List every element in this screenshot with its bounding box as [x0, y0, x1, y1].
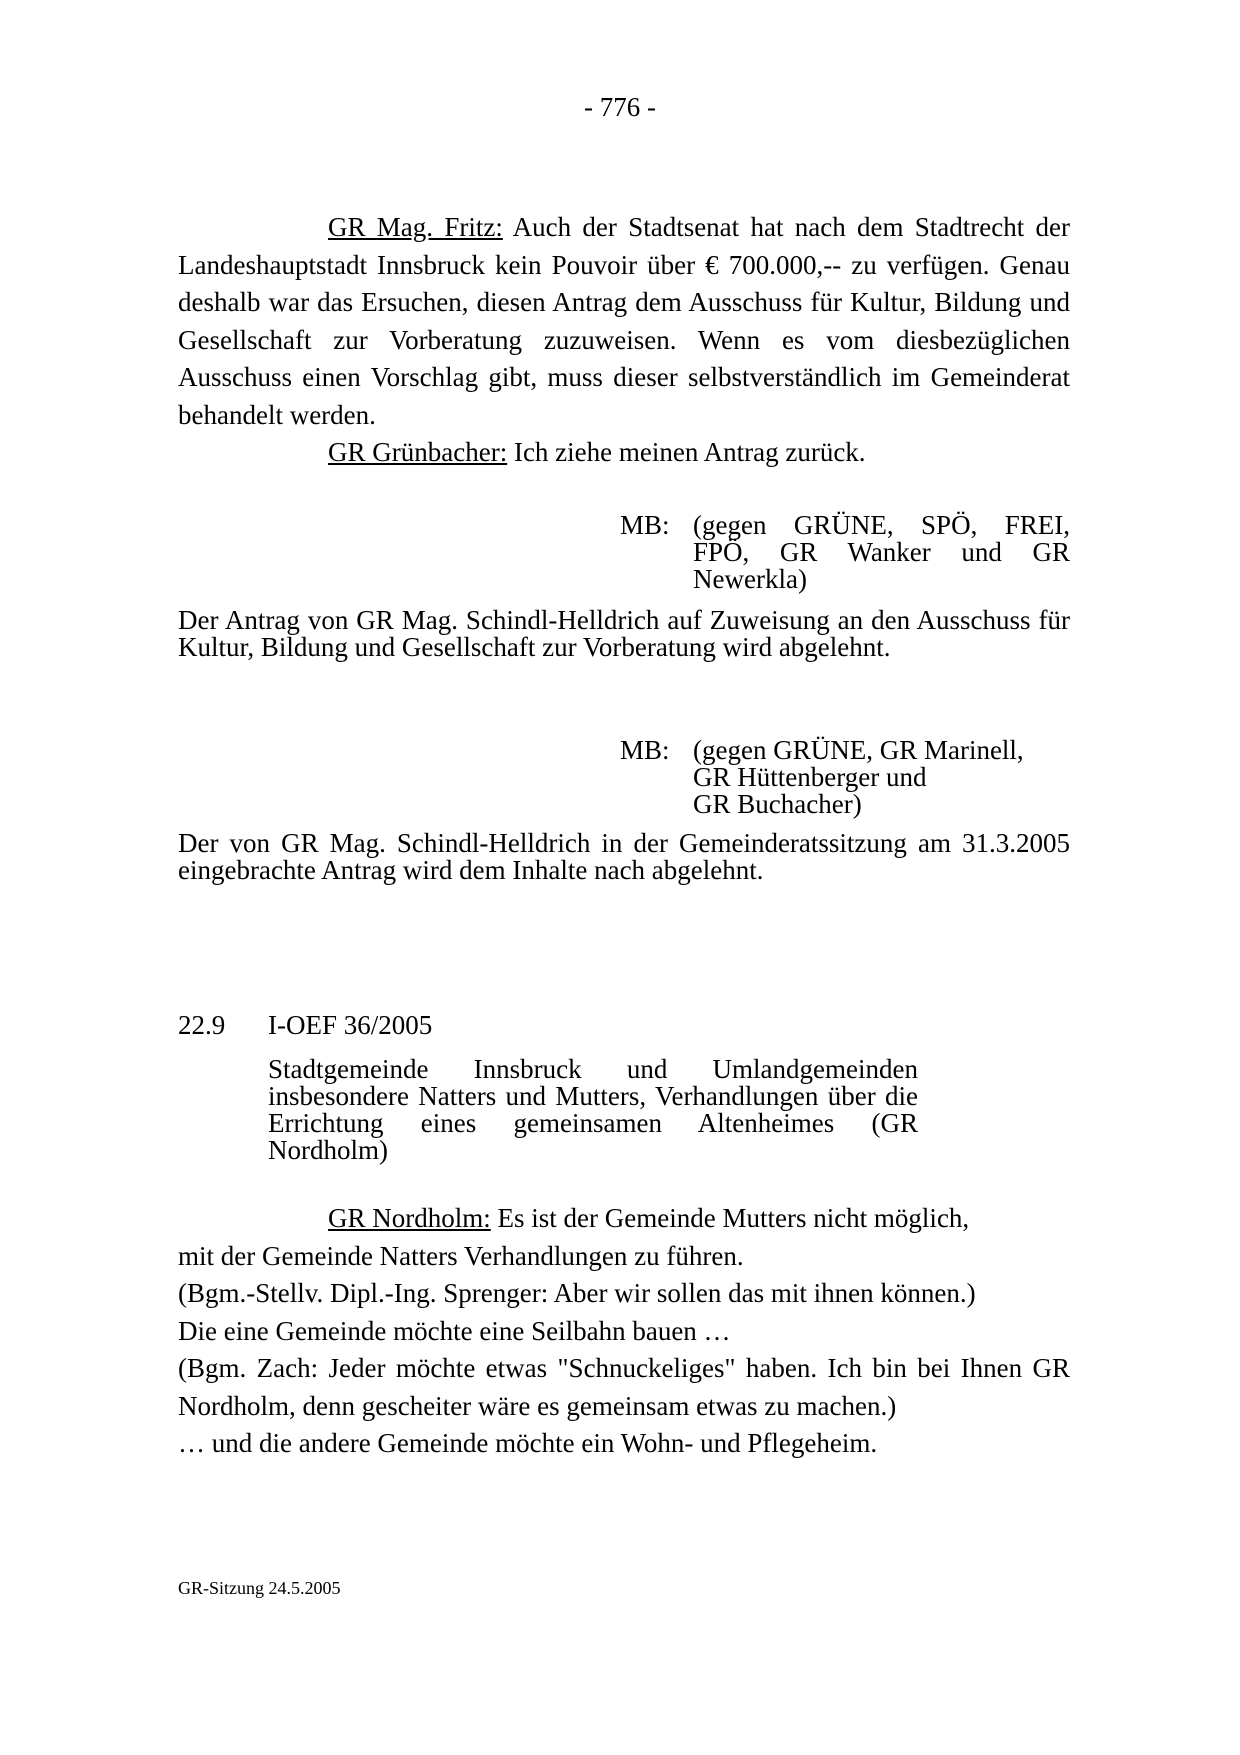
statement-gruenbacher — [178, 434, 1070, 472]
decision-1: Der Antrag von GR Mag. Schindl-Helldrich auf Zuweisung an den Ausschuss für Kultur, Bildung und Gesellschaft zur Vorberatung wird abgelehnt. — [178, 605, 1070, 662]
dialog-section — [178, 1200, 1070, 1463]
dialog-line: Die eine Gemeinde möchte eine Seilbahn bauen … — [178, 1315, 731, 1346]
statement-fritz — [178, 209, 1070, 434]
dialog-line: (Bgm.-Stellv. Dipl.-Ing. Sprenger: Aber wir sollen das mit ihnen können.) — [178, 1278, 976, 1308]
vote-detail-line: GR Hüttenberger und — [693, 762, 927, 792]
item-title: Stadtgemeinde Innsbruck und Umlandgemeinden insbesondere Natters und Mutters, Verhandlungen über die Errichtung eines gemeinsamen Altenheimes (GR Nordholm) — [268, 1054, 918, 1165]
item-code: I-OEF 36/2005 — [268, 1010, 433, 1040]
item-number: 22.9 — [178, 1010, 226, 1040]
vote-label: MB: — [620, 510, 670, 540]
vote-detail-line: (gegen GRÜNE, GR Marinell, — [693, 735, 1024, 765]
vote-result-2 — [620, 737, 1070, 818]
vote-result-1 — [620, 512, 1070, 593]
footer-session-date: GR-Sitzung 24.5.2005 — [178, 1578, 341, 1598]
speaker-name: GR Mag. Fritz: — [328, 212, 503, 242]
vote-detail: (gegen GRÜNE, SPÖ, FREI, FPÖ, GR Wanker und GR Newerkla) — [693, 510, 1070, 594]
dialog-line: … und die andere Gemeinde möchte ein Wohn- und Pflegeheim. — [178, 1428, 878, 1458]
statement-text: Auch der Stadtsenat hat nach dem Stadtrecht der Landeshauptstadt Innsbruck kein Pouvoir über € 700.000,-- zu verfügen. Genau deshalb war das Ersuchen, diesen Antrag dem Ausschuss für Kultur, Bildung und Gesellschaft zur Vorberatung zuzuweisen. Wenn es vom diesbezüglichen Ausschuss einen Vorschlag gibt, muss dieser selbstverständlich im Gemeinderat behandelt werden. — [178, 212, 1071, 430]
decision-2: Der von GR Mag. Schindl-Helldrich in der Gemeinderatssitzung am 31.3.2005 eingebrachte Antrag wird dem Inhalte nach abgelehnt. — [178, 828, 1070, 885]
dialog-line: Es ist der Gemeinde Mutters nicht möglich, — [490, 1203, 970, 1233]
statement-text: Ich ziehe meinen Antrag zurück. — [507, 437, 866, 467]
dialog-line: mit der Gemeinde Natters Verhandlungen zu führen. — [178, 1240, 744, 1271]
speaker-name: GR Nordholm: — [328, 1203, 491, 1233]
page-number: - 776 - — [584, 92, 656, 122]
vote-label: MB: — [620, 735, 670, 765]
vote-detail-line: GR Buchacher) — [693, 789, 862, 819]
speaker-name: GR Grünbacher: — [328, 437, 508, 467]
dialog-line: (Bgm. Zach: Jeder möchte etwas "Schnuckeliges" haben. Ich bin bei Ihnen GR Nordholm, denn gescheiter wäre es gemeinsam etwas zu machen.) — [178, 1353, 1070, 1421]
